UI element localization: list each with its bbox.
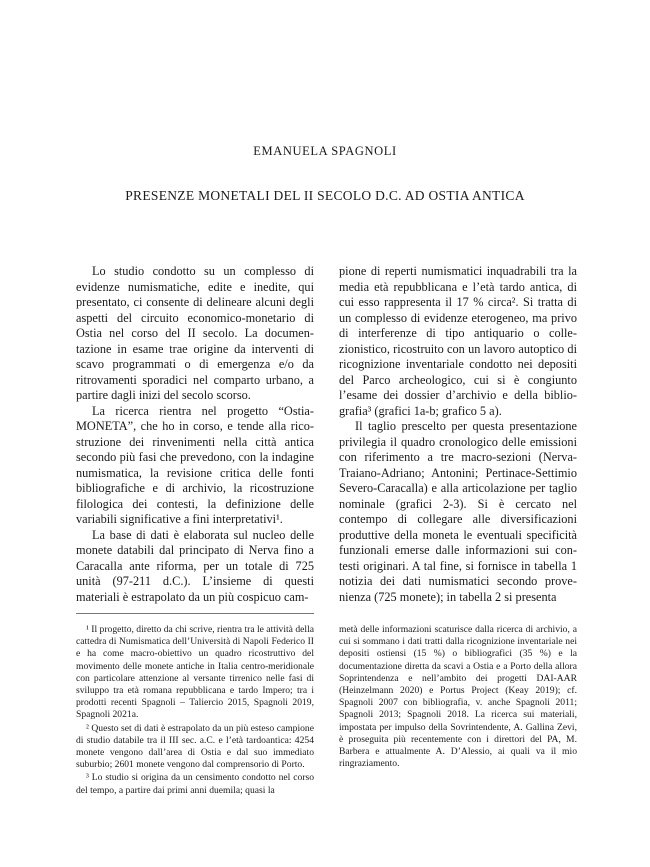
footnotes-right bbox=[339, 624, 577, 771]
footnotes-left bbox=[76, 624, 314, 798]
body-paragraph: pione di reperti numismatici inquadrabili tra la media età repubblicana e l’età tardo antica, di cui esso rappresenta il 17 % circa². Si tratta di un complesso di evidenze eterogeneo, ma privo di interferenze di tipo antiquario o collezionistico, ricostruito con un lavoro autoptico di ricognizione inventariale condotto nei depositi del Parco archeologico, cui si è congiunto l’esame dei dossier d’archivio e della bibliografia³ (grafici 1a-b; grafico 5 a). bbox=[339, 264, 577, 418]
footnote: ³ Lo studio si origina da un censimento condotto nel corso del tempo, a partire dai primi anni duemila; quasi la bbox=[76, 772, 314, 796]
body-paragraph: Il taglio prescelto per questa presentazione privilegia il quadro cronologico delle emissioni con riferimento a tre macro-sezioni (Nerva-Traiano-Adriano; Antonini; Pertinace-Settimio Severo-Caracalla) e alla articolazione per taglio nominale (grafici 2-3). Si è cercato nel contempo di collegare alle diversificazioni produttive della moneta le eventuali specificità funzionali emerse dalle informazioni sui contesti originari. A tal fine, si fornisce in tabella 1 notizia dei dati numismatici secondo provenienza (725 monete); in tabella 2 si presenta bbox=[339, 419, 577, 604]
article-title: PRESENZE MONETALI DEL II SECOLO D.C. AD OSTIA ANTICA bbox=[125, 188, 525, 203]
footnote-divider bbox=[76, 613, 314, 614]
footnote: ² Questo set di dati è estrapolato da un più esteso campione di studio databile tra il III sec. a.C. e l’età tardoantica: 4254 monete vengono dall’area di Ostia e dal suo immediato suburbio; 2601 monete vengono dal comprensorio di Porto. bbox=[76, 722, 314, 771]
body-paragraph: La ricerca rientra nel progetto “Ostia-MONETA”, che ho in corso, e tende alla ricostruzione dei rinvenimenti nella città antica secondo più fasi che prevedono, con la indagine numismatica, la revisione critica delle fonti bibliografiche e di archivio, la ricostruzione filologica dei contesti, la definizione delle variabili significative a fini interpretativi¹. bbox=[76, 403, 314, 526]
body-column-right bbox=[339, 264, 577, 605]
body-column-left bbox=[76, 264, 314, 605]
body-paragraph: La base di dati è elaborata sul nucleo delle monete databili dal principato di Nerva fino a Caracalla ante riforma, per un totale di 725 unità (97-211 d.C.). L’insieme di questi materiali è estrapolato da un più cospicuo cam- bbox=[76, 527, 314, 604]
body-paragraph: Lo studio condotto su un complesso di evidenze numismatiche, edite e inedite, qui presentato, ci consente di delineare alcuni degli aspetti del circuito economico-monetario di Ostia nel corso del II secolo. La documentazione in esame trae origine da interventi di scavo programmati o di emergenza e/o da ritrovamenti sporadici nel comparto urbano, a partire dagli inizi del secolo scorso. bbox=[76, 264, 314, 402]
footnote: metà delle informazioni scaturisce dalla ricerca di archivio, a cui si sommano i dati tratti dalla ricognizione inventariale nei depositi ostiensi (15 %) o bibliografici (35 %) e la documentazione diretta da scavi a Ostia e a Porto della allora Soprintendenza e nell’ambito dei progetti DAI-AAR (Heinzelmann 2020) e Portus Project (Keay 2019); cf. Spagnoli 2007 con bibliografia, v. anche Spagnoli 2011; Spagnoli 2013; Spagnoli 2018. La ricerca sui materiali, impostata per impulso della Sovrintendente, A. Gallina Zevi, è proseguita più recentemente con i direttori del PA, M. Barbera e attualmente A. D’Alessio, ai quali va il mio ringraziamento. bbox=[339, 624, 577, 770]
author-name: EMANUELA SPAGNOLI bbox=[253, 144, 397, 158]
footnote: ¹ Il progetto, diretto da chi scrive, rientra tra le attività della cattedra di Numismatica dell’Università di Napoli Federico II e ha come macro-obiettivo un quadro ricostruttivo del movimento delle monete antiche in Italia centro-meridionale con particolare attenzione al versante tirrenico nelle fasi di sviluppo tra età romana repubblicana e tardo Impero; tra i prodotti recenti Spagnoli – Taliercio 2015, Spagnoli 2019, Spagnoli 2021a. bbox=[76, 624, 314, 721]
